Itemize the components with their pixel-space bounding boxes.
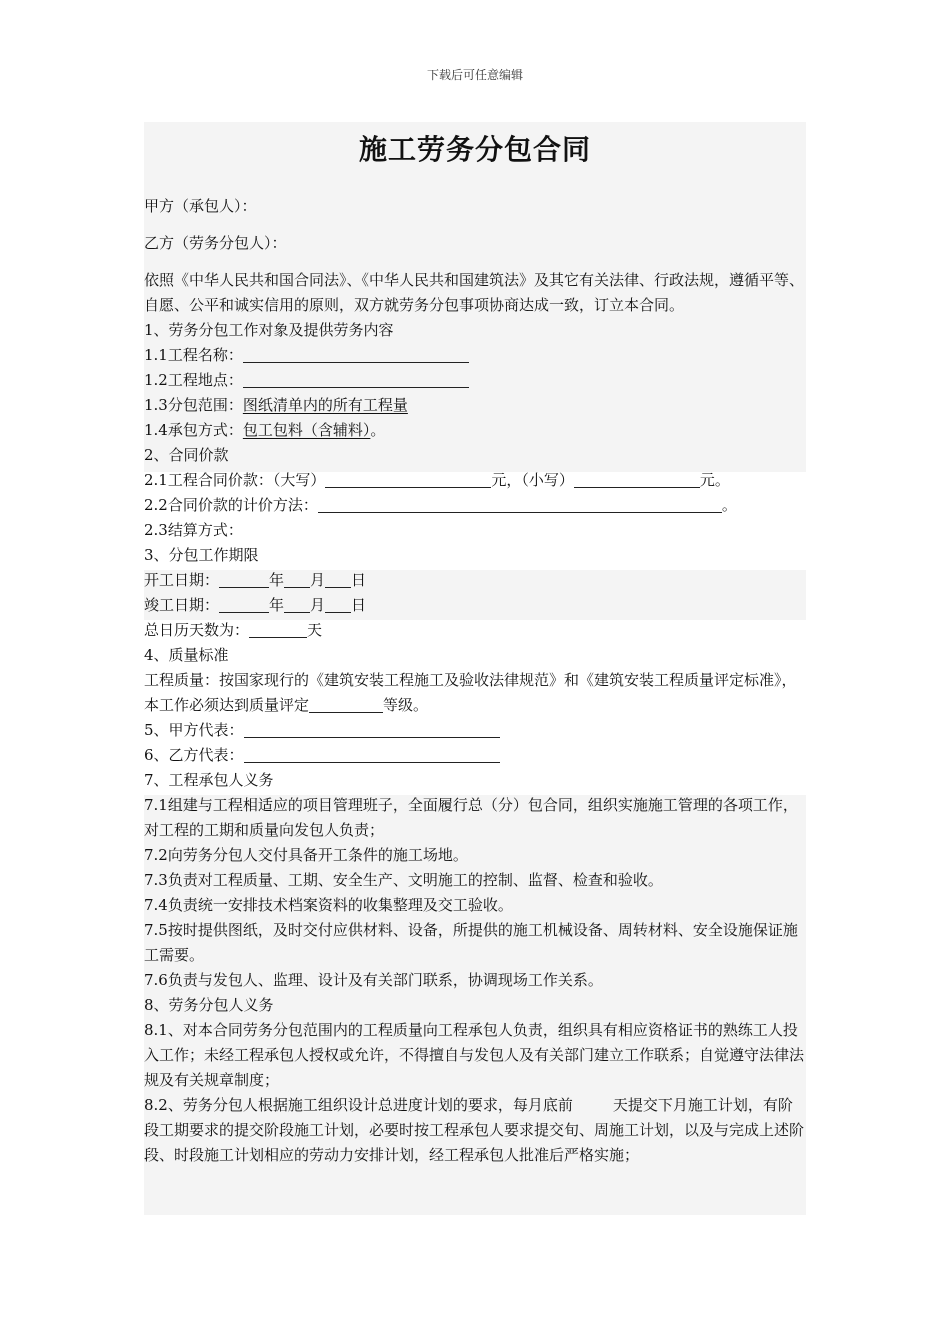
- party-b-rep-blank: [244, 745, 500, 763]
- section-3-heading: 3、分包工作期限: [144, 546, 259, 564]
- project-site-line: [144, 368, 806, 393]
- section-7-heading: 7、工程承包人义务: [144, 771, 274, 789]
- party-a-rep-blank: [244, 720, 500, 738]
- section-8-heading: 8、劳务分包人义务: [144, 996, 274, 1014]
- price-upper-blank: [325, 470, 491, 488]
- document-body: [144, 194, 806, 1168]
- obligation-7-4: 7.4负责统一安排技术档案资料的收集整理及交工验收。: [144, 896, 513, 914]
- obligation-8-1: 8.1、对本合同劳务分包范围内的工程质量向工程承包人负责，组织具有相应资格证书的熟练工人投入工作；未经工程承包人授权或允许，不得擅自与发包人及有关部门建立工作联系；自觉遵守法律法规及有关规章制度；: [144, 1021, 805, 1089]
- project-site-blank: [243, 370, 469, 388]
- party-b-line: 乙方（劳务分包人）：: [144, 234, 287, 252]
- total-days-line: [144, 618, 806, 643]
- party-a-line: 甲方（承包人）：: [144, 197, 257, 215]
- start-month-unit: 月: [310, 571, 326, 589]
- quality-text: 工程质量：按国家现行的《建筑安装工程施工及验收法律规范》和《建筑安装工程质量评定标准》，本工作必须达到质量评定: [144, 671, 797, 714]
- obligation-8-2-rest: 天提交下月施工计划，有阶段工期要求的提交阶段施工计划，必要时按工程承包人要求提交旬、周施工计划，以及与完成上述阶段、时段施工计划相应的劳动力安排计划，经工程承包人批准后严格实施；: [144, 1096, 805, 1164]
- party-a-rep-line: [144, 718, 806, 743]
- mode-label: 1.4承包方式：: [144, 421, 243, 439]
- obligation-7-3: 7.3负责对工程质量、工期、安全生产、文明施工的控制、监督、检查和验收。: [144, 871, 663, 889]
- obligation-7-1: 7.1组建与工程相适应的项目管理班子，全面履行总（分）包合同，组织实施施工管理的各项工作，对工程的工期和质量向发包人负责；: [144, 796, 798, 839]
- end-month-blank: [284, 595, 310, 613]
- method-blank: [318, 495, 722, 513]
- end-year-blank: [219, 595, 269, 613]
- obligation-7-6: 7.6负责与发包人、监理、设计及有关部门联系，协调现场工作关系。: [144, 971, 603, 989]
- section-4-heading: 4、质量标准: [144, 646, 229, 664]
- obligation-8-2: [144, 1093, 806, 1168]
- start-date-label: 开工日期：: [144, 571, 220, 589]
- mode-line: [144, 418, 806, 443]
- end-month-unit: 月: [310, 596, 326, 614]
- pricing-method-line: [144, 493, 806, 518]
- project-site-label: 1.2工程地点：: [144, 371, 243, 389]
- party-a-rep-label: 5、甲方代表：: [144, 721, 244, 739]
- end-date-line: [144, 593, 806, 618]
- start-date-line: [144, 568, 806, 593]
- party-b-rep-line: [144, 743, 806, 768]
- obligation-7-2: 7.2向劳务分包人交付具备开工条件的施工场地。: [144, 846, 468, 864]
- party-b-rep-label: 6、乙方代表：: [144, 746, 244, 764]
- start-year-unit: 年: [269, 571, 285, 589]
- contract-price-line: [144, 468, 806, 493]
- price-lower-blank: [574, 470, 700, 488]
- price-end: 元。: [699, 471, 730, 489]
- total-days-unit: 天: [307, 621, 323, 639]
- section-1-heading: 1、劳务分包工作对象及提供劳务内容: [144, 321, 394, 339]
- project-name-label: 1.1工程名称：: [144, 346, 243, 364]
- start-day-unit: 日: [351, 571, 367, 589]
- end-day-unit: 日: [351, 596, 367, 614]
- mode-value: 包工包料（含辅料）: [242, 421, 371, 439]
- start-year-blank: [219, 570, 269, 588]
- method-label: 2.2合同价款的计价方法：: [144, 496, 318, 514]
- total-days-blank: [249, 620, 307, 638]
- start-month-blank: [284, 570, 310, 588]
- section-2-heading: 2、合同价款: [144, 446, 229, 464]
- quality-text-end: 等级。: [383, 696, 429, 714]
- project-name-blank: [243, 345, 469, 363]
- preamble: 依照《中华人民共和国合同法》、《中华人民共和国建筑法》及其它有关法律、行政法规，遵循平等、自愿、公平和诚实信用的原则，双方就劳务分包事项协商达成一致，订立本合同。: [144, 271, 805, 314]
- scope-label: 1.3分包范围：: [144, 396, 243, 414]
- start-day-blank: [325, 570, 351, 588]
- price-label: 2.1工程合同价款：（大写）: [144, 471, 326, 489]
- project-name-line: [144, 343, 806, 368]
- quality-grade-blank: [309, 695, 383, 713]
- obligation-8-2-text: 8.2、劳务分包人根据施工组织设计总进度计划的要求，每月底前: [144, 1096, 573, 1114]
- quality-paragraph: [144, 668, 806, 718]
- scope-line: [144, 393, 806, 418]
- document-title: 施工劳务分包合同: [358, 133, 591, 166]
- total-days-label: 总日历天数为：: [144, 621, 250, 639]
- end-date-label: 竣工日期：: [144, 596, 220, 614]
- mode-end: 。: [370, 421, 386, 439]
- end-day-blank: [325, 595, 351, 613]
- scope-value: 图纸清单内的所有工程量: [242, 396, 408, 414]
- settlement-line: 2.3结算方式：: [144, 521, 243, 539]
- obligation-7-5: 7.5按时提供图纸，及时交付应供材料、设备，所提供的施工机械设备、周转材料、安全设施保证施工需要。: [144, 921, 798, 964]
- header-note: 下载后可任意编辑: [426, 68, 523, 82]
- end-year-unit: 年: [269, 596, 285, 614]
- method-end: 。: [721, 496, 737, 514]
- price-mid: 元，（小写）: [491, 471, 574, 489]
